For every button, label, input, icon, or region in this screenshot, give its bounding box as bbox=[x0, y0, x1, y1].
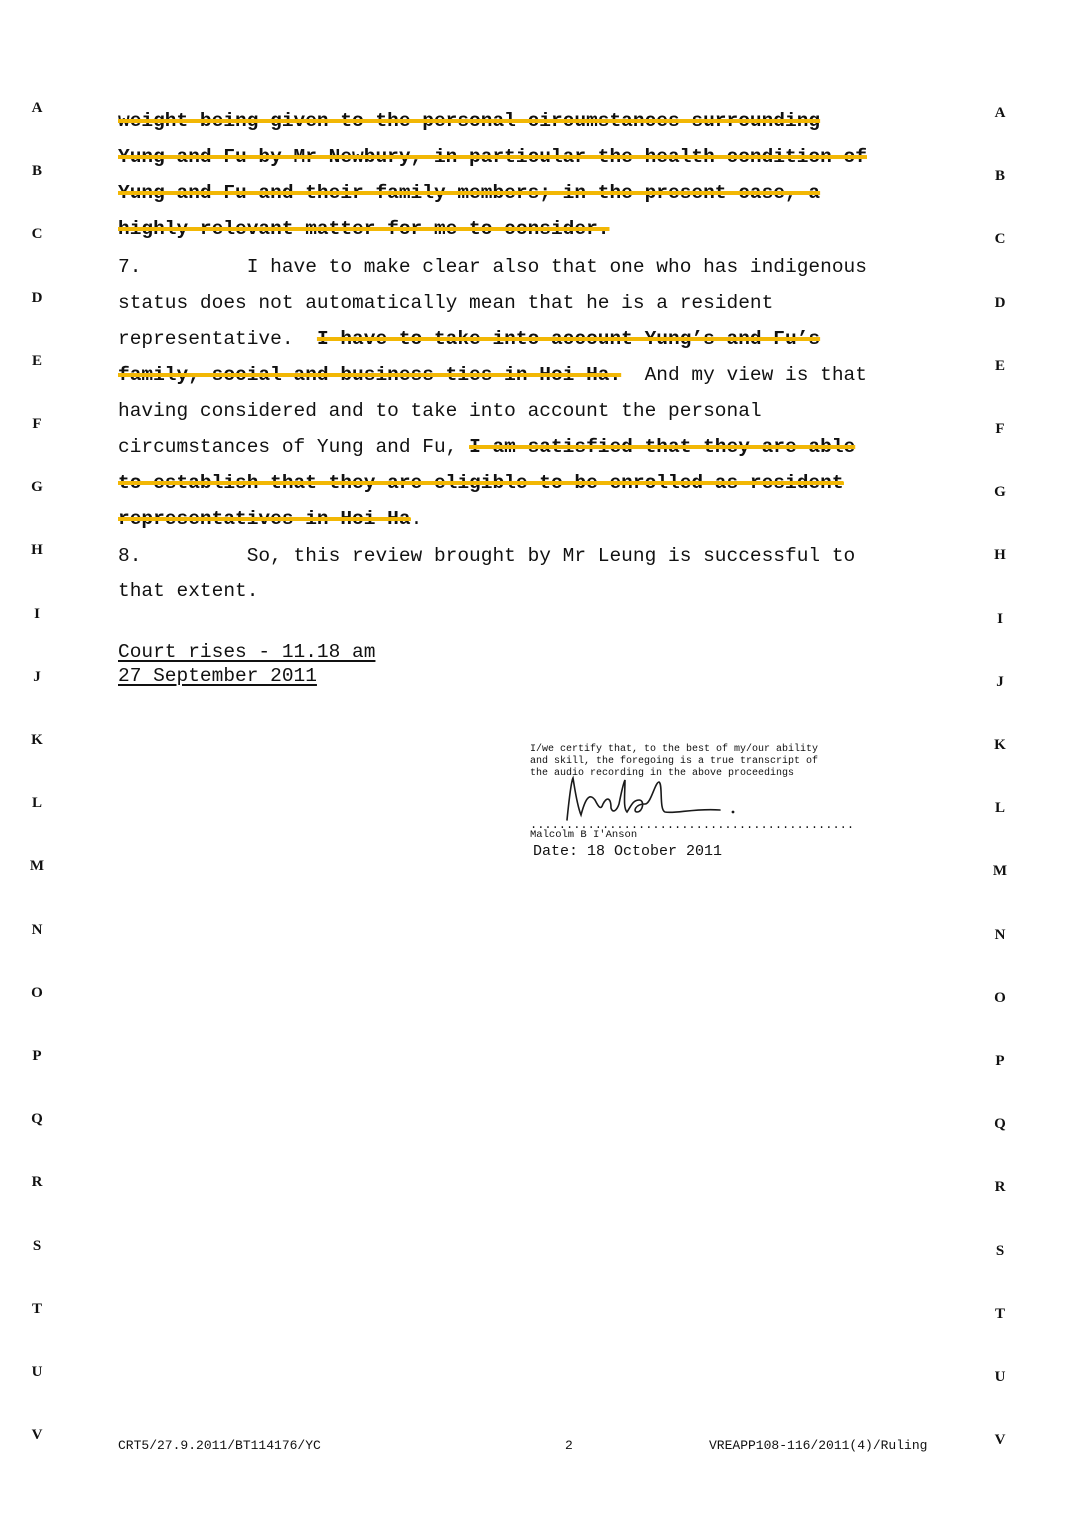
margin-letter-left-f: F bbox=[32, 416, 42, 432]
margin-letter-right-d: D bbox=[994, 294, 1006, 311]
margin-letter-right-j: J bbox=[996, 673, 1004, 690]
margin-letter-right-k: K bbox=[994, 737, 1006, 753]
signer-name: Malcolm B I'Anson bbox=[530, 829, 638, 841]
court-rises: Court rises - 11.18 am bbox=[118, 641, 376, 663]
margin-letter-right-s: S bbox=[995, 1242, 1005, 1259]
page-number: 2 bbox=[565, 1438, 573, 1453]
para-7-line-4: family, social and business ties in Hoi Ha. And my view is that bbox=[118, 364, 867, 386]
footer-case-number: VREAPP108-116/2011(4)/Ruling bbox=[709, 1438, 928, 1453]
para-7-line-2: status does not automatically mean that he is a resident bbox=[118, 292, 774, 314]
margin-letter-left-v: V bbox=[31, 1427, 43, 1444]
margin-letter-left-a: A bbox=[31, 100, 43, 116]
margin-letter-right-n: N bbox=[994, 926, 1006, 943]
court-date: 27 September 2011 bbox=[118, 665, 317, 687]
margin-letter-left-c: C bbox=[31, 226, 43, 243]
margin-letter-left-m: M bbox=[29, 858, 45, 875]
para-7-line-3: representative. I have to take into account Yung’s and Fu’s bbox=[118, 328, 821, 350]
margin-letter-left-l: L bbox=[31, 795, 42, 812]
footer-reference: CRT5/27.9.2011/BT114176/YC bbox=[118, 1438, 321, 1453]
margin-letter-left-r: R bbox=[31, 1174, 43, 1191]
margin-letter-right-v: V bbox=[994, 1432, 1006, 1449]
margin-letter-left-s: S bbox=[32, 1237, 42, 1254]
margin-letter-left-u: U bbox=[31, 1364, 43, 1380]
margin-letter-left-j: J bbox=[33, 668, 41, 685]
body-line-3: Yung and Fu and their family members; in the present case, a bbox=[118, 182, 821, 204]
margin-letter-right-i: I bbox=[997, 610, 1003, 627]
body-line-1: weight being given to the personal circumstances surrounding bbox=[118, 110, 821, 132]
para-7-line-7: to establish that they are eligible to be enrolled as resident bbox=[118, 472, 844, 494]
margin-letter-right-g: G bbox=[994, 484, 1006, 501]
para-7-line-8: representatives in Hoi Ha. bbox=[118, 508, 423, 530]
margin-letter-left-o: O bbox=[31, 984, 43, 1001]
margin-letter-right-c: C bbox=[994, 231, 1006, 248]
margin-letter-right-q: Q bbox=[994, 1116, 1006, 1133]
margin-letter-left-i: I bbox=[34, 605, 40, 622]
margin-letter-left-p: P bbox=[32, 1048, 42, 1064]
para-7-line-6: circumstances of Yung and Fu, I am satisfied that they are able bbox=[118, 436, 856, 458]
margin-letter-left-g: G bbox=[31, 479, 43, 496]
certification-date: Date: 18 October 2011 bbox=[533, 843, 723, 860]
certification-statement: I/we certify that, to the best of my/our ability and skill, the foregoing is a true transcript of the audio recording in the above proceedings bbox=[530, 744, 819, 779]
margin-letter-left-h: H bbox=[31, 542, 43, 559]
margin-letter-left-b: B bbox=[31, 163, 42, 180]
margin-letter-left-t: T bbox=[31, 1300, 42, 1317]
margin-letter-left-q: Q bbox=[31, 1111, 43, 1128]
margin-letter-right-f: F bbox=[995, 421, 1005, 437]
margin-letter-left-n: N bbox=[31, 921, 43, 938]
margin-letter-right-e: E bbox=[994, 357, 1005, 374]
margin-letter-right-r: R bbox=[994, 1179, 1006, 1196]
margin-letter-right-m: M bbox=[992, 863, 1008, 880]
para-7-line-5: having considered and to take into account the personal bbox=[118, 400, 762, 422]
margin-letter-right-b: B bbox=[994, 168, 1005, 185]
margin-letter-left-e: E bbox=[31, 352, 42, 369]
margin-letter-right-h: H bbox=[994, 547, 1006, 564]
body-line-2: Yung and Fu by Mr Newbury, in particular the health condition of bbox=[118, 146, 867, 168]
margin-letter-right-u: U bbox=[994, 1369, 1006, 1385]
margin-letter-right-t: T bbox=[994, 1305, 1005, 1322]
signature-dotted-line: ............................................. bbox=[530, 818, 855, 832]
signature-image bbox=[555, 770, 755, 825]
margin-letter-right-o: O bbox=[994, 989, 1006, 1006]
para-8-line-1: 8. So, this review brought by Mr Leung is successful to bbox=[118, 545, 856, 567]
margin-letter-right-a: A bbox=[994, 105, 1006, 121]
margin-letter-right-l: L bbox=[994, 800, 1005, 817]
para-7-line-1: 7. I have to make clear also that one who has indigenous bbox=[118, 256, 867, 278]
margin-letter-left-k: K bbox=[31, 732, 43, 748]
margin-letter-right-p: P bbox=[995, 1053, 1005, 1069]
body-line-4: highly relevant matter for me to consider. bbox=[118, 218, 610, 240]
margin-letter-left-d: D bbox=[31, 289, 43, 306]
para-8-line-2: that extent. bbox=[118, 580, 259, 602]
